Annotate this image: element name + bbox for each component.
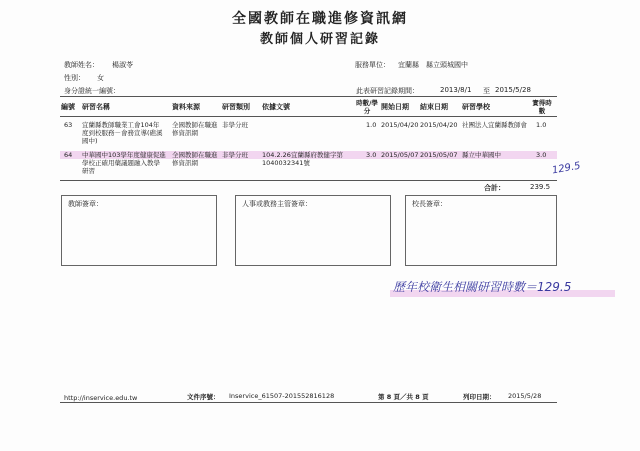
principal-signature-box xyxy=(405,195,557,266)
col-no: 編號 xyxy=(61,103,75,111)
col-source: 資料來源 xyxy=(172,103,200,111)
personnel-signature-label: 人事或教務主管簽章： xyxy=(242,200,312,208)
col-basis: 依據文號 xyxy=(262,103,290,111)
personnel-signature-box xyxy=(235,195,391,266)
page-title: 全國教師在職進修資訊網 xyxy=(232,11,408,27)
row-64-credit: 3.0 xyxy=(536,151,547,159)
row-64-hours: 3.0 xyxy=(366,151,377,159)
row-64-basis: 104.2.26宜蘭縣府教健字第1040032341號 xyxy=(262,151,343,167)
col-end: 結束日期 xyxy=(420,103,448,111)
row-63-credit: 1.0 xyxy=(536,121,547,129)
period-label: 此表研習記錄期間： xyxy=(356,87,419,95)
teacher-signature-box xyxy=(61,195,217,266)
page-info: 第 8 頁／共 8 頁 xyxy=(378,393,429,401)
period-start: 2013/8/1 xyxy=(440,86,472,94)
row-64-source: 全國教師在職進修資訊網 xyxy=(172,151,218,167)
unit-label: 服務單位： xyxy=(355,61,390,69)
row-63-school: 社團法人宜蘭縣教師會 xyxy=(462,121,527,129)
col-start: 開始日期 xyxy=(381,103,409,111)
row-63-hours: 1.0 xyxy=(366,121,377,129)
row-63-start: 2015/04/20 xyxy=(381,121,419,129)
row-63-source: 全國教師在職進修資訊網 xyxy=(172,121,218,137)
col-credit: 實得時數 xyxy=(532,99,552,115)
teacher-name-label: 教師姓名： xyxy=(64,61,99,69)
footer-rule xyxy=(60,402,557,403)
gender-value: 女 xyxy=(97,74,104,82)
table-bottom-rule xyxy=(60,180,557,181)
footer-url[interactable]: http://inservice.edu.tw xyxy=(64,394,138,402)
row-63-no: 63 xyxy=(64,121,73,129)
gender-label: 性別： xyxy=(64,74,85,82)
period-end: 2015/5/28 xyxy=(495,86,531,94)
row-63-name: 宜蘭縣教師職業工會104年度到校服務－會務宣導(礁溪國中) xyxy=(82,121,163,145)
unit-value: 宜蘭縣 縣立頭城國中 xyxy=(398,61,468,69)
row-63-end: 2015/04/20 xyxy=(420,121,458,129)
handwritten-note: 歷年校衛生相關研習時數＝129.5 xyxy=(393,280,572,294)
col-category: 研習類別 xyxy=(222,103,250,111)
page-subtitle: 教師個人研習記錄 xyxy=(259,32,380,47)
table-header-rule xyxy=(60,116,557,117)
id-label: 身分證統一編號： xyxy=(64,87,120,95)
print-date-value: 2015/5/28 xyxy=(508,392,542,400)
print-date-label: 列印日期： xyxy=(463,393,496,401)
period-to: 至 xyxy=(483,87,490,95)
serial-label: 文件序號： xyxy=(187,393,220,401)
row-64-no: 64 xyxy=(64,151,73,159)
teacher-name-value: 楊淑苓 xyxy=(112,61,133,69)
col-name: 研習名稱 xyxy=(82,103,110,111)
principal-signature-label: 校長簽章： xyxy=(412,200,447,208)
table-top-rule xyxy=(60,96,557,97)
serial-value: Inservice_61507-201552816128 xyxy=(229,392,335,400)
total-label: 合計： xyxy=(484,184,505,192)
row-64-name: 中華國中103學年度健康促進學校正確用藥議題融入教學研習 xyxy=(82,151,166,175)
col-hours: 時數/學分 xyxy=(356,99,378,115)
col-school: 研習學校 xyxy=(462,103,490,111)
row-64-end: 2015/05/07 xyxy=(420,151,458,159)
row-64-category: 非學分班 xyxy=(222,151,248,159)
margin-handwritten-note: 129.5 xyxy=(551,160,582,177)
row-64-school: 縣立中華國中 xyxy=(462,151,501,159)
teacher-signature-label: 教師簽章： xyxy=(68,200,103,208)
row-63-category: 非學分班 xyxy=(222,121,248,129)
total-value: 239.5 xyxy=(530,183,551,191)
row-64-start: 2015/05/07 xyxy=(381,151,419,159)
